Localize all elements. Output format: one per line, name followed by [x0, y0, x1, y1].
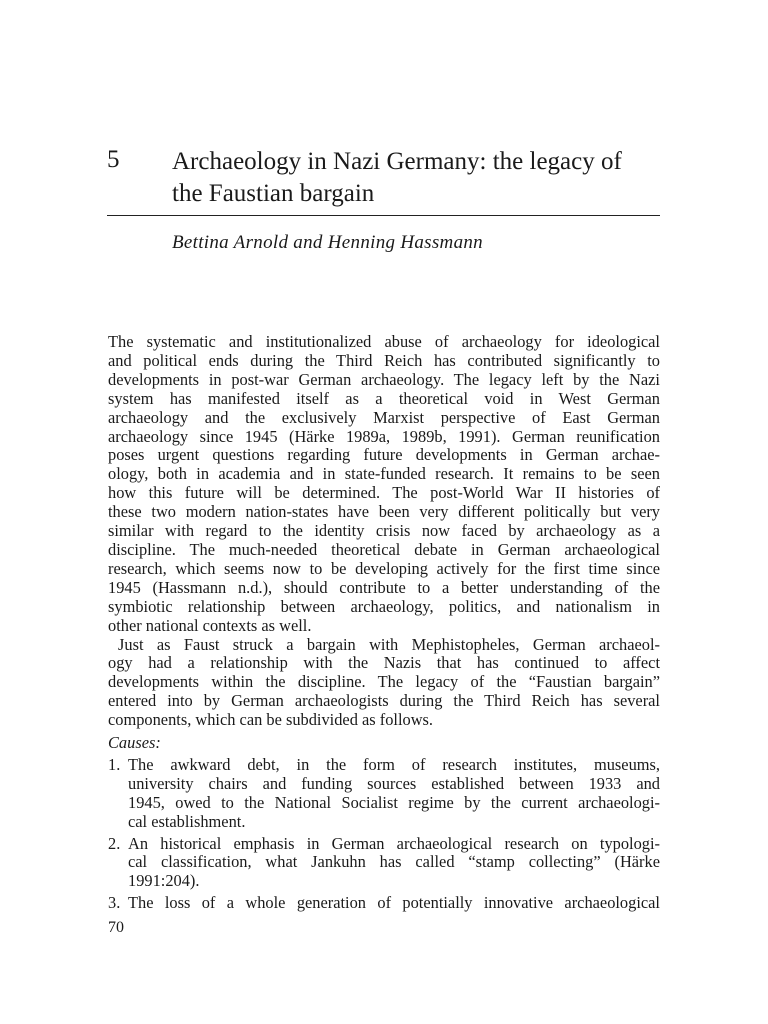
text-line: entered into by German archaeologists during the Third Reich has several	[108, 691, 660, 711]
text-line: system has manifested itself as a theoretical void in West German	[108, 388, 660, 408]
text-line: developments within the discipline. The legacy of the “Faustian bargain”	[108, 672, 660, 692]
cause-list-item	[108, 894, 660, 913]
text-line: ology, both in academia and in state-funded research. It remains to be seen	[108, 464, 660, 484]
text-line: symbiotic relationship between archaeology, politics, and nationalism in	[108, 596, 660, 616]
chapter-authors: Bettina Arnold and Henning Hassmann	[172, 232, 483, 253]
text-line: The awkward debt, in the form of research institutes, museums,	[128, 754, 660, 774]
text-line: these two modern nation-states have been very different politically but very	[108, 502, 660, 522]
chapter-number: 5	[107, 146, 120, 173]
text-line: Just as Faust struck a bargain with Mephistopheles, German archaeol-	[118, 634, 660, 654]
chapter-title-line: the Faustian bargain	[172, 180, 375, 207]
causes-heading: Causes:	[108, 733, 161, 753]
page-number: 70	[108, 919, 124, 936]
text-line: developments in post-war German archaeology. The legacy left by the Nazi	[108, 369, 660, 389]
text-line: An historical emphasis in German archaeological research on typologi-	[128, 833, 660, 853]
text-line: university chairs and funding sources established between 1933 and	[128, 773, 660, 793]
text-line: The systematic and institutionalized abuse of archaeology for ideological	[108, 332, 660, 351]
text-line: cal classification, what Jankuhn has called “stamp collecting” (Härke	[128, 852, 660, 872]
text-line: 1945, owed to the National Socialist regime by the current archaeologi-	[128, 792, 660, 812]
chapter-title	[172, 146, 672, 210]
text-line: archaeology and the exclusively Marxist perspective of East German	[108, 407, 660, 427]
text-line: components, which can be subdivided as follows.	[108, 710, 434, 730]
list-number: 1.	[108, 754, 121, 774]
cause-list-item	[108, 756, 660, 832]
paragraph	[108, 636, 660, 731]
cause-list-item	[108, 835, 660, 892]
text-line: research, which seems now to be developing actively for the first time since	[108, 558, 660, 578]
text-line: similar with regard to the identity crisis now faced by archaeology as a	[108, 521, 660, 541]
text-line: archaeology since 1945 (Härke 1989a, 1989b, 1991). German reunification	[108, 426, 660, 446]
list-number: 3.	[108, 893, 121, 913]
text-line: discipline. The much-needed theoretical debate in German archaeological	[108, 539, 660, 559]
text-line: The loss of a whole generation of potentially innovative archaeological	[128, 893, 660, 913]
text-line: 1945 (Hassmann n.d.), should contribute to a better understanding of the	[108, 577, 660, 597]
text-line: other national contexts as well.	[108, 615, 312, 635]
text-line: cal establishment.	[128, 811, 246, 831]
body-text	[108, 333, 660, 913]
chapter-title-line: Archaeology in Nazi Germany: the legacy of	[172, 148, 622, 175]
list-number: 2.	[108, 833, 121, 853]
title-rule	[107, 215, 660, 216]
text-line: poses urgent questions regarding future developments in German archae-	[108, 445, 660, 465]
text-line: and political ends during the Third Reich has contributed significantly to	[108, 350, 660, 370]
text-line: 1991:204).	[128, 871, 200, 891]
text-line: how this future will be determined. The post-World War II histories of	[108, 483, 660, 503]
paragraph	[108, 333, 660, 636]
text-line: ogy had a relationship with the Nazis that has continued to affect	[108, 653, 660, 673]
